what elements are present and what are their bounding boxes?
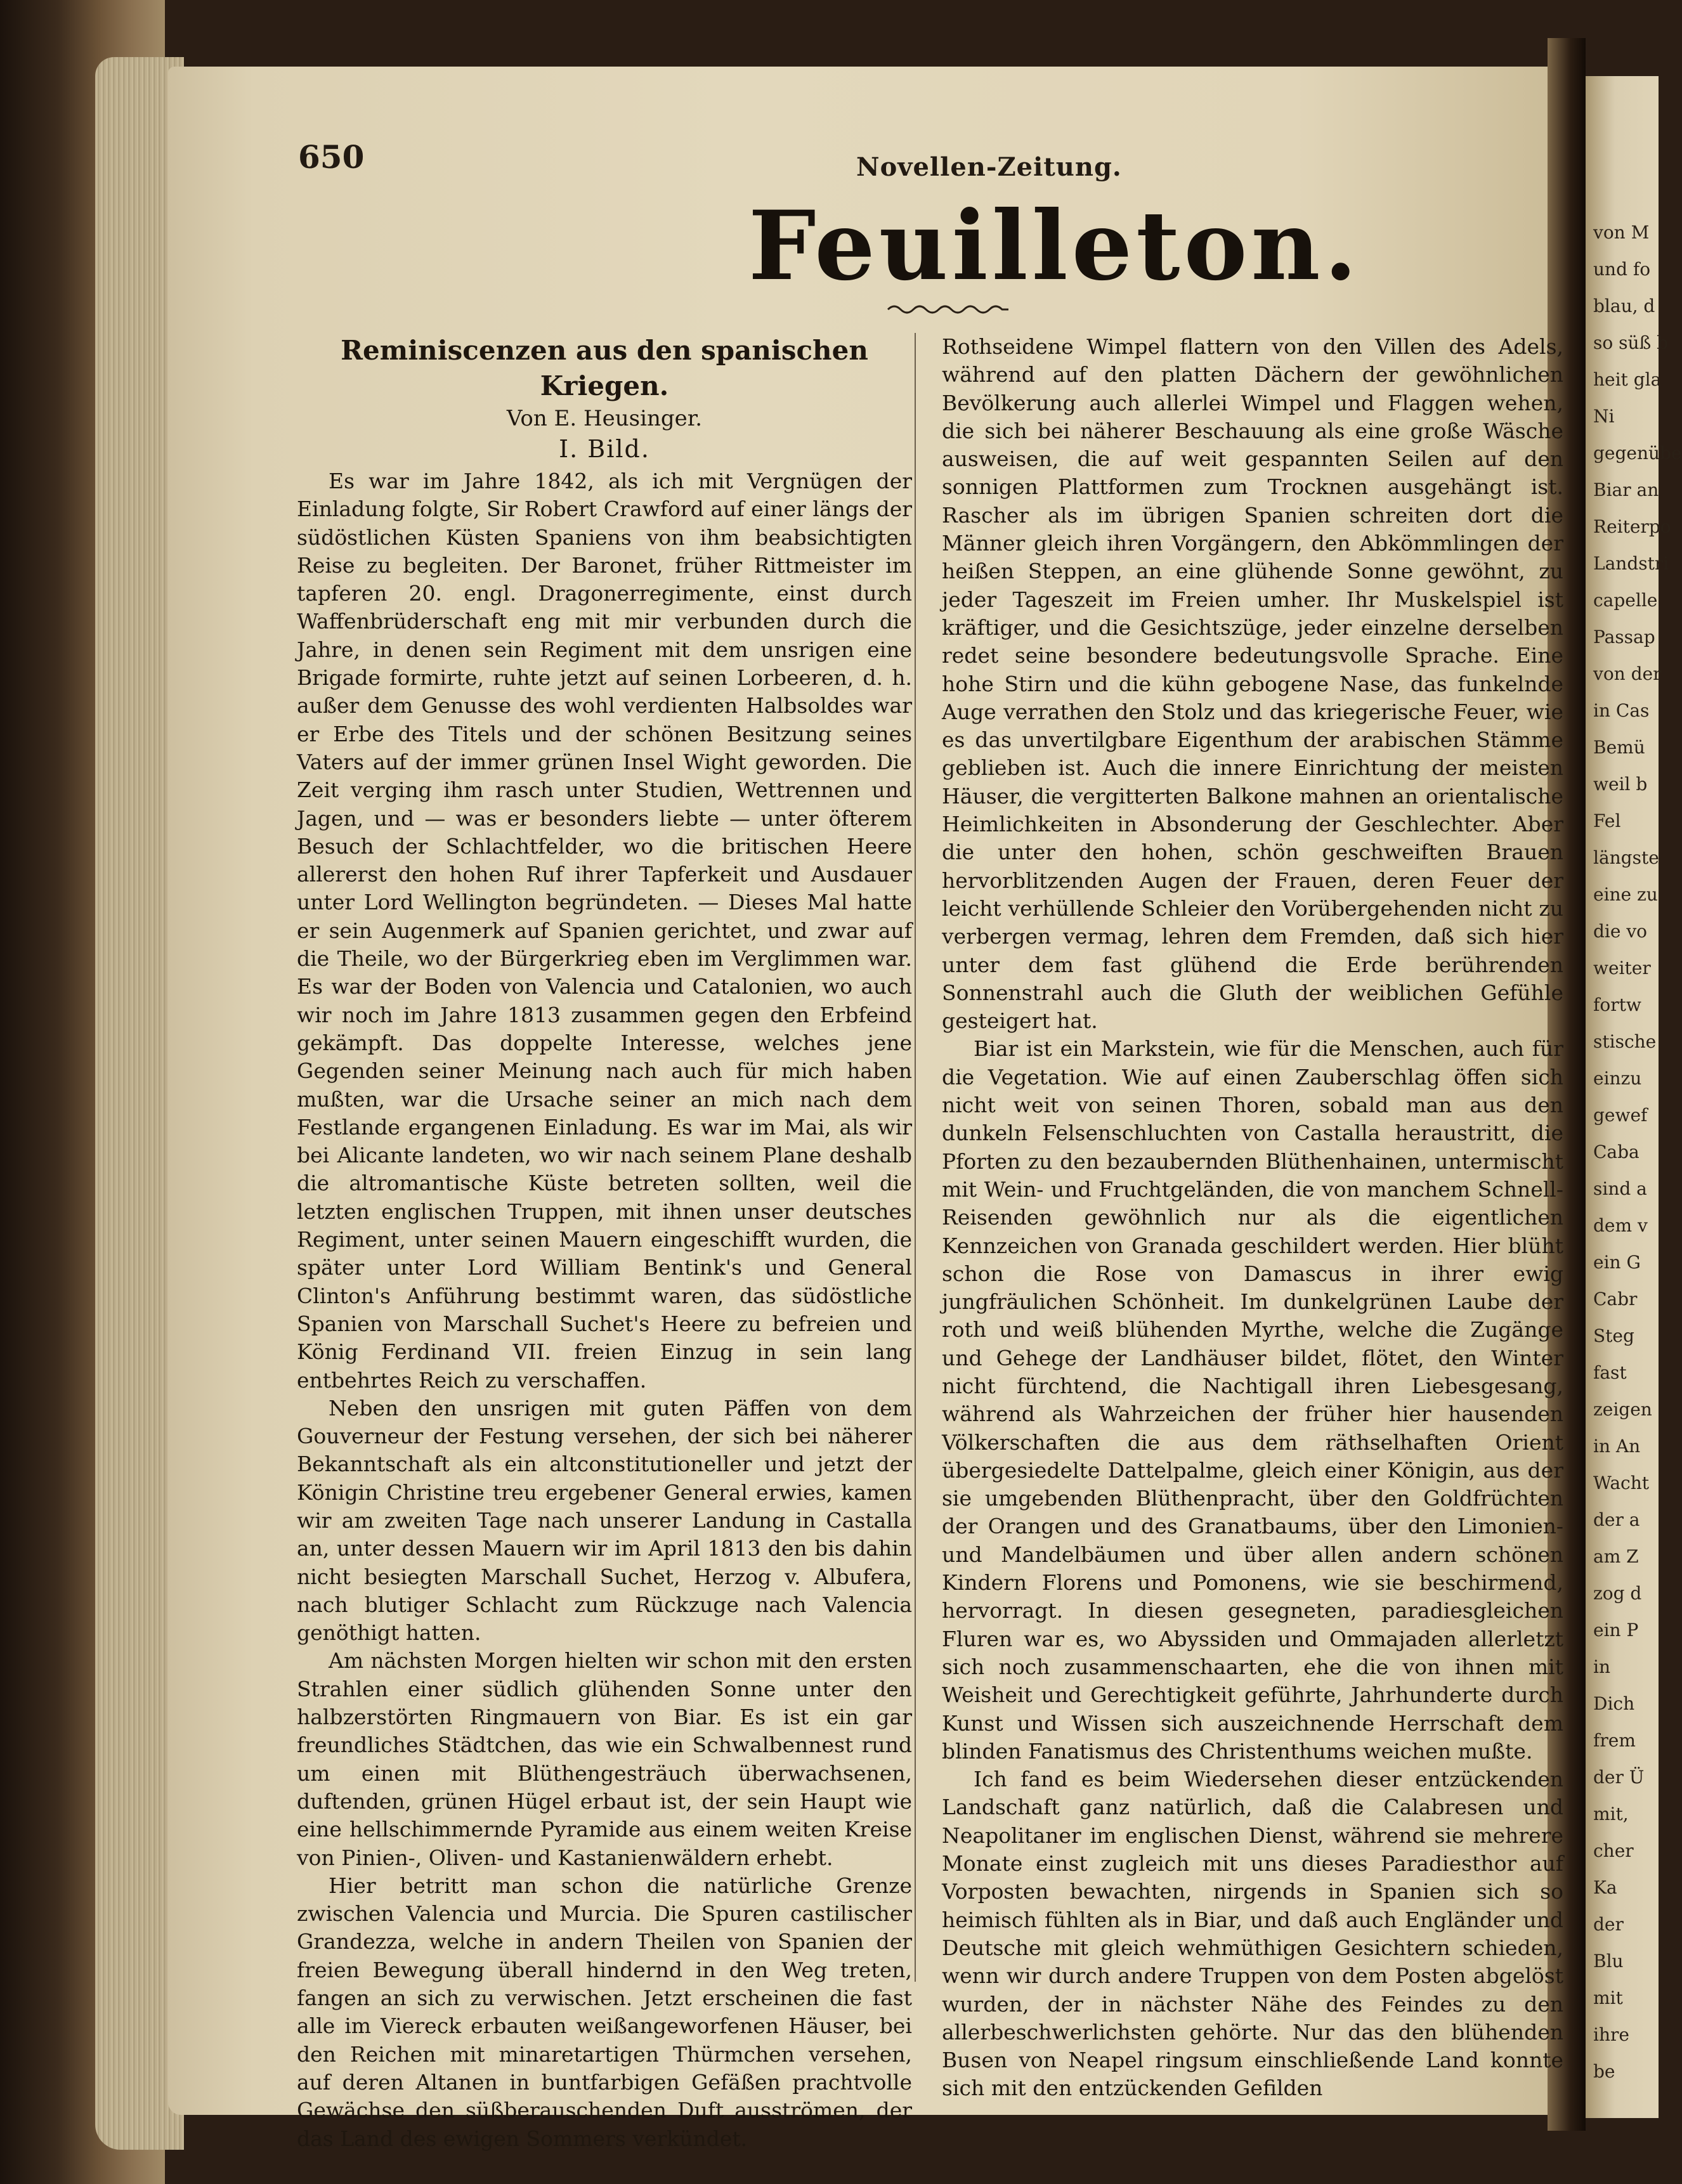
facing-page-strip (1586, 76, 1682, 2118)
facing-page-fragment: mit, (1593, 1804, 1629, 1824)
paragraph: Am nächsten Morgen hielten wir schon mit den ersten Strahlen einer südlich glühenden Sonne unter den halbzerstörten Ringmauern von Biar. Es ist ein gar freundliches Städtchen, das wie ein Schwalbennest rund um einen mit Blüthengesträuch überwachsenen, duftenden, grünen Hügel erbaut ist, der sein Haupt wie eine hellschimmernde Pyramide aus einem weiten Kreise von Pinien-, Oliven- und Kastanienwäldern erhebt. (297, 1648, 912, 1870)
facing-page-fragment: dem v (1593, 1215, 1648, 1236)
facing-page-fragment: ihre (1593, 2024, 1629, 2045)
facing-page-fragment: Landstri (1593, 553, 1669, 574)
facing-page-fragment: capelle (1593, 590, 1658, 611)
paragraph: Hier betritt man schon die natürliche Grenze zwischen Valencia und Murcia. Die Spuren castilischer Grandezza, welche in andern Theilen von Spanien der freien Bewegung überall hindernd in den Weg treten, fangen an sich zu verwischen. Jetzt erscheinen die fast alle im Viereck erbauten weißangeworfenen Häuser, bei den Reichen mit minaretartigen Thürmchen versehen, auf deren Altanen in buntfarbigen Gefäßen prachtvolle Gewächse den süßberauschenden Duft ausströmen, der das Land des ewigen Sommers verkündet. (297, 1873, 912, 2151)
paragraph: Biar ist ein Markstein, wie für die Menschen, auch für die Vegetation. Wie auf einen Zauberschlag öffen sich nicht weit von seinen Thoren, sobald man aus den dunkeln Felsenschluchten von Castalla heraustritt, die Pforten zu den bezaubernden Blüthenhainen, untermischt mit Wein- und Fruchtgeländen, die von manchem Schnell-Reisenden gewöhnlich nur als die eigentlichen Kennzeichen von Granada geschildert werden. Hier blüht schon die Rose von Damascus in ihrer ewig jungfräulichen Schönheit. Im dunkelgrünen Laube der roth und weiß blühenden Myrthe, welche die Zugänge und Gehege der Landhäuser bildet, flötet, den Winter nicht fürchtend, die Nachtigall ihren Liebesgesang, während als Wahrzeichen der früher hier hausenden Völkerschaften die aus dem räthselhaften Orient übergesiedelte Dattelpalme, gleich einer Königin, aus der sie umgebenden Blüthenpracht, über den Goldfrüchten der Orangen und des Granatbaums, über den Limonien- und Mandelbäumen und über allen andern schönen Kindern Florens und Pomonens, wie sie beschirmend, hervorragt. In diesen gesegneten, paradiesgleichen Fluren war es, wo Abyssiden und Ommajaden allerletzt sich noch zusammenschaarten, ehe die von ihnen mit Weisheit und Gerechtigkeit geführte, Jahrhunderte durch Kunst und Wissen sich auszeichnende Herrschaft dem blinden Fanatismus des Christenthums weichen mußte. (942, 1036, 1563, 1764)
facing-page-fragment: Bemü (1593, 737, 1645, 758)
facing-page-fragment: zeigen (1593, 1399, 1652, 1420)
facing-page-fragment: und fo (1593, 259, 1651, 280)
facing-page-fragment: Biar an (1593, 479, 1659, 500)
facing-page-fragment: Wacht (1593, 1472, 1650, 1493)
article-part: I. Bild. (559, 435, 650, 463)
facing-page-fragment: von M (1593, 222, 1650, 243)
facing-page-fragment: Passap (1593, 627, 1655, 647)
facing-page-fragment: in Cas (1593, 700, 1650, 721)
facing-page-fragment: Caba (1593, 1141, 1640, 1162)
facing-page-fragment: einzu (1593, 1068, 1642, 1089)
facing-page-fragment: Ka (1593, 1877, 1617, 1898)
facing-page-fragment: längste (1593, 847, 1659, 868)
facing-page-fragment: am Z (1593, 1546, 1639, 1567)
facing-page-fragment: cher (1593, 1840, 1634, 1861)
facing-page-fragment: weiter (1593, 958, 1651, 978)
facing-page-fragment: be (1593, 2061, 1615, 2082)
facing-page-fragment: gegenübe (1593, 443, 1682, 464)
section-title: Feuilleton. (748, 190, 1361, 302)
title-ornament (888, 303, 1008, 316)
facing-page-fragment: blau, d (1593, 296, 1655, 316)
right-column (942, 333, 1563, 2103)
paragraph: Rothseidene Wimpel flattern von den Villen des Adels, während auf den platten Dächern der gewöhnlichen Bevölkerung auch allerlei Wimpel und Flaggen wehen, die sich bei näherer Beschauung als eine große Wäsche ausweisen, die auf weit gespannten Seilen auf den sonnigen Plattformen zum Trocknen ausgehängt ist. Rascher als im übrigen Spanien schreiten dort die Männer gleich ihren Vorgängern, den Abkömmlingen der heißen Steppen, an eine glühende Sonne gewöhnt, zu jeder Tageszeit im Freien umher. Ihr Muskelspiel ist kräftiger, und die Gesichtszüge, jeder einzelne derselben redet seine besondere bedeutungsvolle Sprache. Eine hohe Stirn und die kühn gebogene Nase, das funkelnde Auge verrathen den Stolz und das kriegerische Feuer, wie es das unvertilgbare Eigenthum der arabischen Stämme geblieben ist. Auch die innere Einrichtung der meisten Häuser, die vergitterten Balkone mahnen an orientalische Heimlichkeiten in Absonderung der Geschlechter. Aber die unter den hohen, schön geschweiften Brauen hervorblitzenden Augen der Frauen, deren Feuer der leicht verhüllende Schleier den Vorübergehenden nicht zu verbergen vermag, lehren dem Fremden, daß sich hier unter dem fast glühend die Erde berührenden Sonnenstrahl auch die Gluth der weiblichen Gefühle gesteigert hat. (942, 334, 1563, 1034)
paragraph: Es war im Jahre 1842, als ich mit Vergnügen der Einladung folgte, Sir Robert Crawford auf einer längs der südöstlichen Küsten Spaniens von ihm beabsichtigten Reise zu begleiten. Der Baronet, früher Rittmeister im tapferen 20. engl. Dragonerregimente, einst durch Waffenbrüderschaft eng mit mir verbunden durch die Jahre, in denen sein Regiment mit dem unsrigen eine Brigade formirte, ruhte jetzt auf seinen Lorbeeren, d. h. außer dem Genusse des wohl verdienten Halbsoldes war er Erbe des Titels und der schönen Besitzung seines Vaters auf der immer grünen Insel Wight geworden. Die Zeit verging ihm rasch unter Studien, Wettrennen und Jagen, und — was er besonders liebte — unter öfterem Besuch der Schlachtfelder, wo die britischen Heere allererst den hohen Ruf ihrer Tapferkeit und Ausdauer unter Lord Wellington begründeten. — Dieses Mal hatte er sein Augenmerk auf Spanien gerichtet, und zwar auf die Theile, wo der Bürgerkrieg eben im Verglimmen war. Es war der Boden von Valencia und Catalonien, wo auch wir noch im Jahre 1813 zusammen gegen den Erbfeind gekämpft. Das doppelte Interesse, welches jene Gegenden seiner Meinung nach auch für mich haben mußten, war die Ursache seiner an mich nach dem Festlande ergangenen Einladung. Es war im Mai, als wir bei Alicante landeten, wo wir nach seinem Plane deshalb die altromantische Küste betreten sollten, weil die letzten englischen Truppen, mit ihnen unser deutsches Regiment, unter seinen Mauern eingeschifft wurden, die später unter Lord William Bentink's und General Clinton's Anführung bestimmt waren, das südöstliche Spanien von Marschall Suchet's Heere zu befreien und König Ferdinand VII. freien Einzug in sein lang entbehrtes Reich zu verschaffen. (297, 469, 912, 1393)
facing-page-fragment: so süß b (1593, 332, 1669, 353)
facing-page-fragment: Blu (1593, 1951, 1624, 1972)
facing-page-fragment: gewef (1593, 1105, 1648, 1126)
facing-page-fragment: Reiterpo (1593, 516, 1671, 537)
article-title: Reminiscenzen aus den spanischen Kriegen. (341, 335, 868, 401)
facing-page-fragment: die vo (1593, 921, 1648, 942)
facing-page-fragment: fortw (1593, 994, 1641, 1015)
facing-page-fragment: der Ü (1593, 1767, 1645, 1788)
paragraph: Neben den unsrigen mit guten Päffen von dem Gouverneur der Festung versehen, der sich bei näherer Bekanntschaft als ein altconstitutioneller und jetzt der Königin Christine treu ergebener General erwies, kamen wir am zweiten Tage nach unserer Landung in Castalla an, unter dessen Mauern wir im April 1813 den bis dahin nicht besiegten Marschall Suchet, Herzog v. Albufera, nach blutiger Schlacht zum Rückzuge nach Valencia genöthigt hatten. (297, 1395, 912, 1646)
left-column (297, 333, 912, 2153)
column-divider (915, 333, 916, 1982)
facing-page-fragment: der a (1593, 1509, 1640, 1530)
running-head: Novellen-Zeitung. (856, 152, 1122, 182)
article-byline: Von E. Heusinger. (506, 406, 703, 431)
facing-page-fragment: in An (1593, 1436, 1641, 1457)
facing-page-fragment: mit (1593, 1987, 1623, 2008)
facing-page-fragment: Dich (1593, 1693, 1635, 1714)
facing-page-fragment: frem (1593, 1730, 1636, 1751)
facing-page-fragment: der (1593, 1914, 1624, 1935)
facing-page-fragment: eine zu (1593, 884, 1658, 905)
page-number: 650 (298, 138, 365, 176)
facing-page-fragment: ein G (1593, 1252, 1641, 1273)
facing-page-fragment: sind a (1593, 1178, 1647, 1199)
facing-page-fragment: weil b (1593, 774, 1648, 795)
facing-page-fragment: Fel (1593, 810, 1621, 831)
facing-page-fragment: fast (1593, 1362, 1627, 1383)
facing-page-fragment: heit gla (1593, 369, 1662, 390)
facing-page-fragment: in (1593, 1656, 1610, 1677)
facing-page-fragment: Cabr (1593, 1289, 1638, 1310)
facing-page-fragment: Ni (1593, 406, 1615, 427)
facing-page-fragment: stische (1593, 1031, 1657, 1052)
facing-page-fragment: Steg (1593, 1325, 1634, 1346)
facing-page-fragment: zog d (1593, 1583, 1642, 1604)
facing-page-fragment: von der (1593, 663, 1662, 684)
facing-page-fragment: ein P (1593, 1620, 1639, 1641)
paragraph: Ich fand es beim Wiedersehen dieser entzückenden Landschaft ganz natürlich, daß die Calabresen und Neapolitaner im englischen Dienst, während sie mehrere Monate einst zugleich mit uns dieses Paradiesthor auf Vorposten bewachten, nirgends in Spanien sich so heimisch fühlten als in Biar, und daß auch Engländer und Deutsche mit gleich wehmüthigen Gesichtern schieden, wenn wir durch andere Truppen von dem Posten abgelöst wurden, der in nächster Nähe des Feindes zu den allerbeschwerlichsten gehörte. Nur das den blühenden Busen von Neapel ringsum einschließende Land konnte sich mit den entzückenden Gefilden (942, 1767, 1563, 2101)
